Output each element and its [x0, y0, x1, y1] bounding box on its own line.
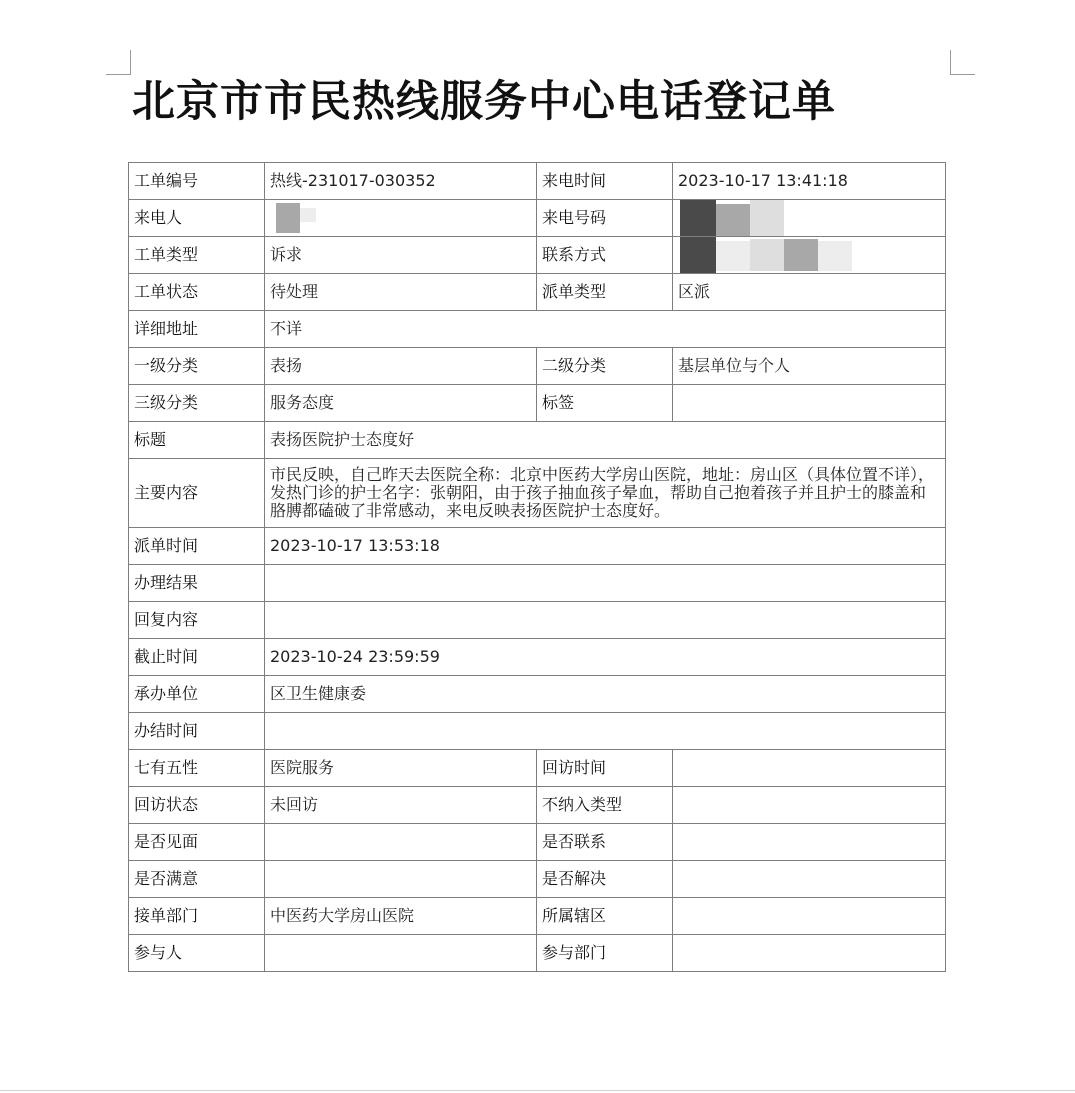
- revisit-status-value: 未回访: [265, 787, 537, 824]
- seven-five-label: 七有五性: [129, 750, 265, 787]
- jurisdiction-value: [673, 898, 946, 935]
- category-level1-value: 表扬: [265, 348, 537, 385]
- redaction-pixel: [818, 241, 852, 271]
- page-corner-mark-top-right: [950, 50, 975, 75]
- table-row: [129, 824, 946, 861]
- call-time-value: 2023-10-17 13:41:18: [673, 163, 946, 200]
- receiving-dept-value: 中医药大学房山医院: [265, 898, 537, 935]
- subject-value: 表扬医院护士态度好: [265, 422, 946, 459]
- address-value: 不详: [265, 311, 946, 348]
- dispatch-time-value: 2023-10-17 13:53:18: [265, 528, 946, 565]
- revisit-status-label: 回访状态: [129, 787, 265, 824]
- redaction-pixel: [716, 241, 750, 271]
- redaction-pixel: [276, 203, 300, 233]
- revisit-time-label: 回访时间: [537, 750, 673, 787]
- met-in-person-value: [265, 824, 537, 861]
- table-row: [129, 565, 946, 602]
- table-row: [129, 385, 946, 422]
- category-level2-value: 基层单位与个人: [673, 348, 946, 385]
- participating-dept-value: [673, 935, 946, 972]
- completion-time-label: 办结时间: [129, 713, 265, 750]
- call-time-label: 来电时间: [537, 163, 673, 200]
- seven-five-value: 医院服务: [265, 750, 537, 787]
- table-row: [129, 311, 946, 348]
- contact-method-label: 联系方式: [537, 237, 673, 274]
- table-row: [129, 898, 946, 935]
- main-content-label: 主要内容: [129, 459, 265, 528]
- table-row: [129, 639, 946, 676]
- table-row: [129, 861, 946, 898]
- caller-phone-label: 来电号码: [537, 200, 673, 237]
- handling-unit-value: 区卫生健康委: [265, 676, 946, 713]
- handling-unit-label: 承办单位: [129, 676, 265, 713]
- dispatch-type-value: 区派: [673, 274, 946, 311]
- order-status-value: 待处理: [265, 274, 537, 311]
- tag-value: [673, 385, 946, 422]
- order-type-label: 工单类型: [129, 237, 265, 274]
- table-row: [129, 787, 946, 824]
- order-status-label: 工单状态: [129, 274, 265, 311]
- category-level2-label: 二级分类: [537, 348, 673, 385]
- completion-time-value: [265, 713, 946, 750]
- category-level3-value: 服务态度: [265, 385, 537, 422]
- main-content-value: 市民反映，自己昨天去医院全称：北京中医药大学房山医院，地址：房山区（具体位置不详），发热门诊的护士名字：张朝阳，由于孩子抽血孩子晕血，帮助自己抱着孩子并且护士的膝盖和胳膊都磕破了非常感动，来电反映表扬医院护士态度好。: [265, 459, 946, 528]
- order-type-value: 诉求: [265, 237, 537, 274]
- redaction-pixel: [300, 208, 316, 222]
- receiving-dept-label: 接单部门: [129, 898, 265, 935]
- table-row: [129, 163, 946, 200]
- revisit-time-value: [673, 750, 946, 787]
- table-row: [129, 348, 946, 385]
- redaction-pixel: [716, 204, 750, 236]
- table-row: [129, 459, 946, 528]
- caller-label: 来电人: [129, 200, 265, 237]
- reply-content-label: 回复内容: [129, 602, 265, 639]
- redaction-pixel: [750, 200, 784, 236]
- table-row: [129, 528, 946, 565]
- jurisdiction-label: 所属辖区: [537, 898, 673, 935]
- order-number-label: 工单编号: [129, 163, 265, 200]
- caller-value-redacted: [265, 200, 537, 237]
- table-row: [129, 200, 946, 237]
- table-row: [129, 676, 946, 713]
- table-row: [129, 422, 946, 459]
- participant-value: [265, 935, 537, 972]
- table-row: [129, 750, 946, 787]
- tag-label: 标签: [537, 385, 673, 422]
- deadline-label: 截止时间: [129, 639, 265, 676]
- table-row: [129, 274, 946, 311]
- dispatch-time-label: 派单时间: [129, 528, 265, 565]
- handling-result-value: [265, 565, 946, 602]
- page-corner-mark-top-left: [106, 50, 131, 75]
- document-title: 北京市市民热线服务中心电话登记单: [132, 77, 836, 127]
- page-bottom-edge: [0, 1090, 1075, 1091]
- redaction-pixel: [680, 237, 716, 273]
- table-row: [129, 602, 946, 639]
- contacted-value: [673, 824, 946, 861]
- handling-result-label: 办理结果: [129, 565, 265, 602]
- contacted-label: 是否联系: [537, 824, 673, 861]
- exclusion-type-value: [673, 787, 946, 824]
- redaction-pixel: [750, 239, 784, 271]
- deadline-value: 2023-10-24 23:59:59: [265, 639, 946, 676]
- redaction-pixel: [784, 239, 818, 271]
- caller-phone-value-redacted: [673, 200, 946, 237]
- resolved-value: [673, 861, 946, 898]
- dispatch-type-label: 派单类型: [537, 274, 673, 311]
- reply-content-value: [265, 602, 946, 639]
- met-in-person-label: 是否见面: [129, 824, 265, 861]
- subject-label: 标题: [129, 422, 265, 459]
- table-row: [129, 237, 946, 274]
- participating-dept-label: 参与部门: [537, 935, 673, 972]
- table-row: [129, 713, 946, 750]
- category-level1-label: 一级分类: [129, 348, 265, 385]
- contact-method-value-redacted: [673, 237, 946, 274]
- satisfied-label: 是否满意: [129, 861, 265, 898]
- order-number-value: 热线-231017-030352: [265, 163, 537, 200]
- table-row: [129, 935, 946, 972]
- resolved-label: 是否解决: [537, 861, 673, 898]
- satisfied-value: [265, 861, 537, 898]
- exclusion-type-label: 不纳入类型: [537, 787, 673, 824]
- redaction-pixel: [680, 200, 716, 236]
- participant-label: 参与人: [129, 935, 265, 972]
- category-level3-label: 三级分类: [129, 385, 265, 422]
- address-label: 详细地址: [129, 311, 265, 348]
- registration-form-table: [128, 162, 946, 972]
